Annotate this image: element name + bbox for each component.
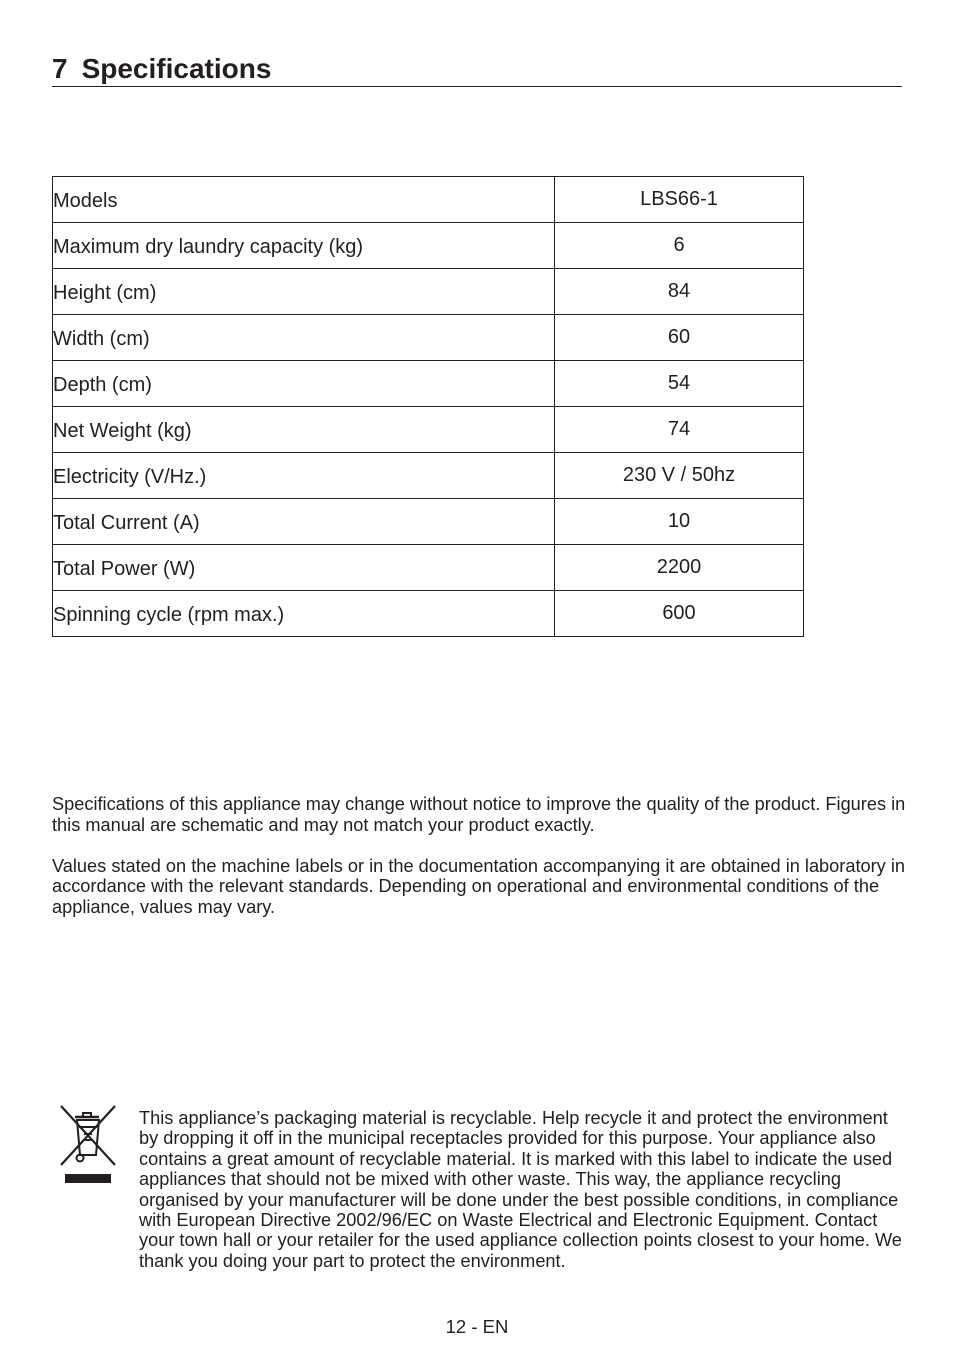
spec-label: Net Weight (kg): [53, 407, 555, 453]
note-paragraph: Values stated on the machine labels or in the documentation accompanying it are obtained in laboratory in accordance with the relevant standards. Depending on operational and environmental conditions of the appliance, values may vary.: [52, 855, 905, 917]
table-row: [53, 177, 804, 223]
spec-label: Total Current (A): [53, 499, 555, 545]
spec-value: 60: [555, 315, 804, 361]
table-row: [53, 361, 804, 407]
spec-value: 54: [555, 361, 804, 407]
table-row: [53, 591, 804, 637]
spec-label: Electricity (V/Hz.): [53, 453, 555, 499]
spec-value: 74: [555, 407, 804, 453]
spec-label: Spinning cycle (rpm max.): [53, 591, 555, 637]
table-row: [53, 223, 804, 269]
section-title: Specifications: [81, 53, 272, 84]
spec-label: Depth (cm): [53, 361, 555, 407]
section-heading: [52, 50, 902, 87]
specification-notes: [52, 794, 912, 938]
table-row: [53, 499, 804, 545]
table-row: [53, 407, 804, 453]
spec-value: 600: [555, 591, 804, 637]
spec-value: 2200: [555, 545, 804, 591]
spec-label: Total Power (W): [53, 545, 555, 591]
recycling-paragraph: This appliance’s packaging material is recyclable. Help recycle it and protect the environment by dropping it off in the municipal receptacles provided for this purpose. Your appliance also contains a great amount of recyclable material. It is marked with this label to indicate the used appliances that should not be mixed with other waste. This way, the appliance recycling organised by your manufacturer will be done under the best possible conditions, in compliance with European Directive 2002/96/EC on Waste Electrical and Electronic Equipment. Contact your town hall or your retailer for the used appliance collection points closest to your home. We thank you doing your part to protect the environment.: [139, 1108, 902, 1271]
spec-value: LBS66-1: [555, 177, 804, 223]
spec-label: Width (cm): [53, 315, 555, 361]
spec-label: Models: [53, 177, 555, 223]
note-paragraph: Specifications of this appliance may change without notice to improve the quality of the product. Figures in this manual are schematic and may not match your product exactly.: [52, 794, 906, 835]
spec-value: 84: [555, 269, 804, 315]
table-row: [53, 315, 804, 361]
recycling-notice: [139, 1108, 909, 1271]
spec-value: 230 V / 50hz: [555, 453, 804, 499]
spec-label: Maximum dry laundry capacity (kg): [53, 223, 555, 269]
spec-value: 10: [555, 499, 804, 545]
page-number: 12 - EN: [445, 1316, 509, 1337]
table-row: [53, 545, 804, 591]
crossed-out-wheelie-bin-icon: [58, 1103, 118, 1185]
table-row: [53, 269, 804, 315]
table-row: [53, 453, 804, 499]
specifications-table: [52, 176, 804, 637]
spec-label: Height (cm): [53, 269, 555, 315]
spec-value: 6: [555, 223, 804, 269]
section-number: 7: [52, 53, 68, 84]
